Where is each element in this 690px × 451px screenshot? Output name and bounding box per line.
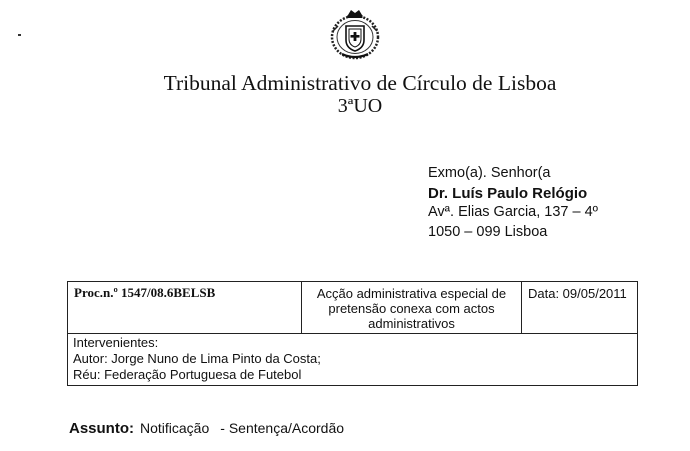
process-table	[67, 281, 638, 386]
parties-cell	[68, 334, 638, 386]
subject-label: Assunto:	[69, 420, 134, 437]
party-author: Autor: Jorge Nuno de Lima Pinto da Costa;	[73, 351, 321, 366]
action-type: Acção administrativa especial de pretensão conexa com actos administrativos	[302, 282, 522, 334]
recipient-postal: 1050 – 099 Lisboa	[428, 223, 548, 240]
court-name: Tribunal Administrativo de Círculo de Lisboa	[163, 71, 557, 95]
subject-detail: - Sentença/Acordão	[220, 420, 345, 436]
recipient-address	[428, 164, 598, 242]
subject-line	[69, 420, 344, 437]
party-defendant: Réu: Federação Portuguesa de Futebol	[73, 367, 302, 382]
recipient-salutation: Exmo(a). Senhor(a	[428, 165, 551, 181]
subject-type: Notificação	[140, 420, 210, 436]
court-unit: 3ªUO	[337, 95, 383, 117]
parties-label: Intervenientes:	[73, 335, 159, 350]
coat-of-arms-icon	[329, 6, 381, 62]
process-date: Data: 09/05/2011	[522, 282, 638, 334]
recipient-name: Dr. Luís Paulo Relógio	[428, 184, 588, 202]
process-number: Proc.n.º 1547/08.6BELSB	[68, 282, 302, 334]
scan-mark	[18, 34, 21, 36]
recipient-street: Avª. Elias Garcia, 137 – 4º	[428, 204, 598, 220]
